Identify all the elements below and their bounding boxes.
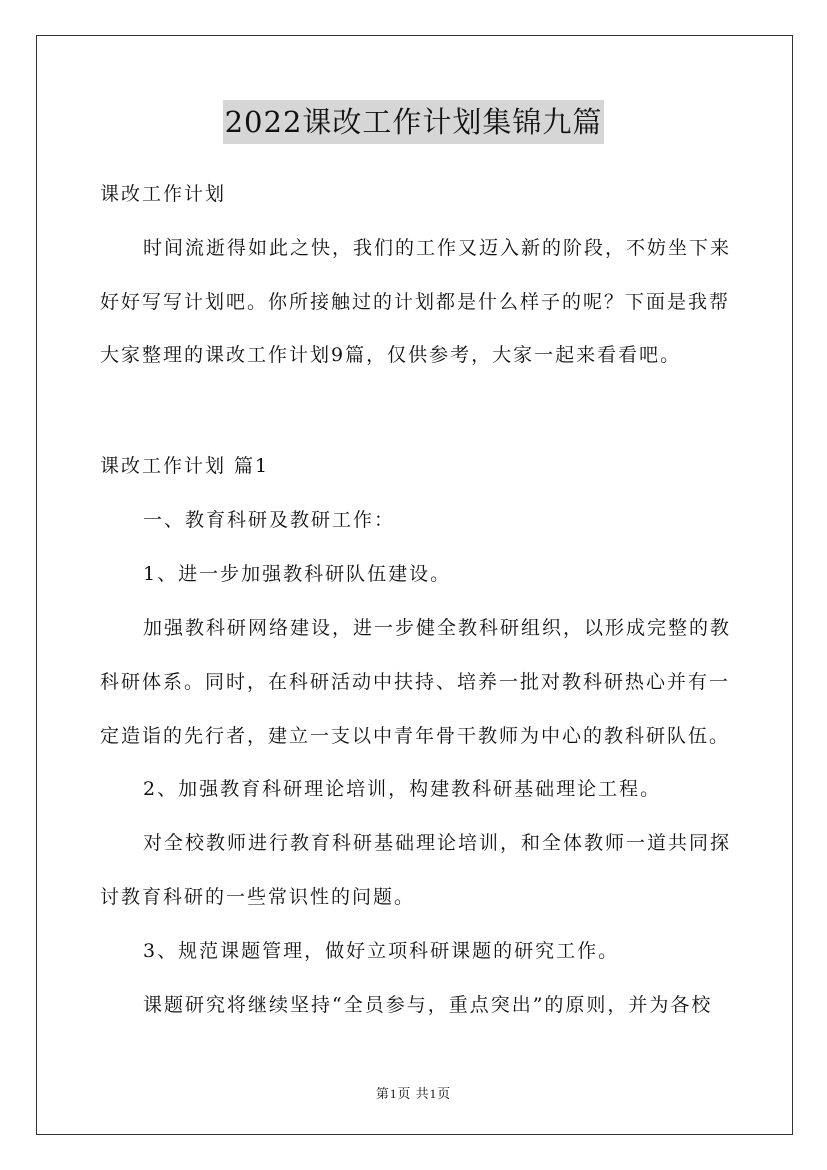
paragraph-line: 一、教育科研及教研工作： — [143, 509, 396, 531]
paragraph-line: 1、进一步加强教科研队伍建设。 — [143, 563, 452, 585]
document-title: 2022课改工作计划集锦九篇 — [223, 100, 605, 144]
paragraph-line: 大家整理的课改工作计划9篇，仅供参考，大家一起来看看吧。 — [100, 344, 682, 366]
paragraph-line: 好好写写计划吧。你所接触过的计划都是什么样子的呢？下面是我帮 — [100, 291, 731, 313]
paragraph-line: 3、规范课题管理，做好立项科研课题的研究工作。 — [143, 940, 620, 962]
page-footer: 第1页 共1页 — [375, 1086, 452, 1101]
paragraph-line: 对全校教师进行教育科研基础理论培训，和全体教师一道共同探 — [143, 832, 732, 854]
paragraph-line: 加强教科研网络建设，进一步健全教科研组织，以形成完整的教 — [143, 617, 732, 639]
paragraph-line: 科研体系。同时，在科研活动中扶持、培养一批对教科研热心并有一 — [100, 671, 731, 693]
section-heading: 课改工作计划 篇1 — [100, 455, 270, 477]
paragraph-line: 讨教育科研的一些常识性的问题。 — [100, 886, 416, 908]
title-container — [0, 100, 827, 144]
section-heading: 课改工作计划 — [100, 183, 227, 205]
paragraph-line: 定造诣的先行者，建立一支以中青年骨干教师为中心的教科研队伍。 — [100, 725, 731, 747]
paragraph-line: 2、加强教育科研理论培训，构建教科研基础理论工程。 — [143, 778, 662, 800]
paragraph-line: 课题研究将继续坚持“全员参与，重点突出”的原则，并为各校 — [143, 994, 713, 1016]
paragraph-line: 时间流逝得如此之快，我们的工作又迈入新的阶段，不妨坐下来 — [143, 237, 732, 259]
